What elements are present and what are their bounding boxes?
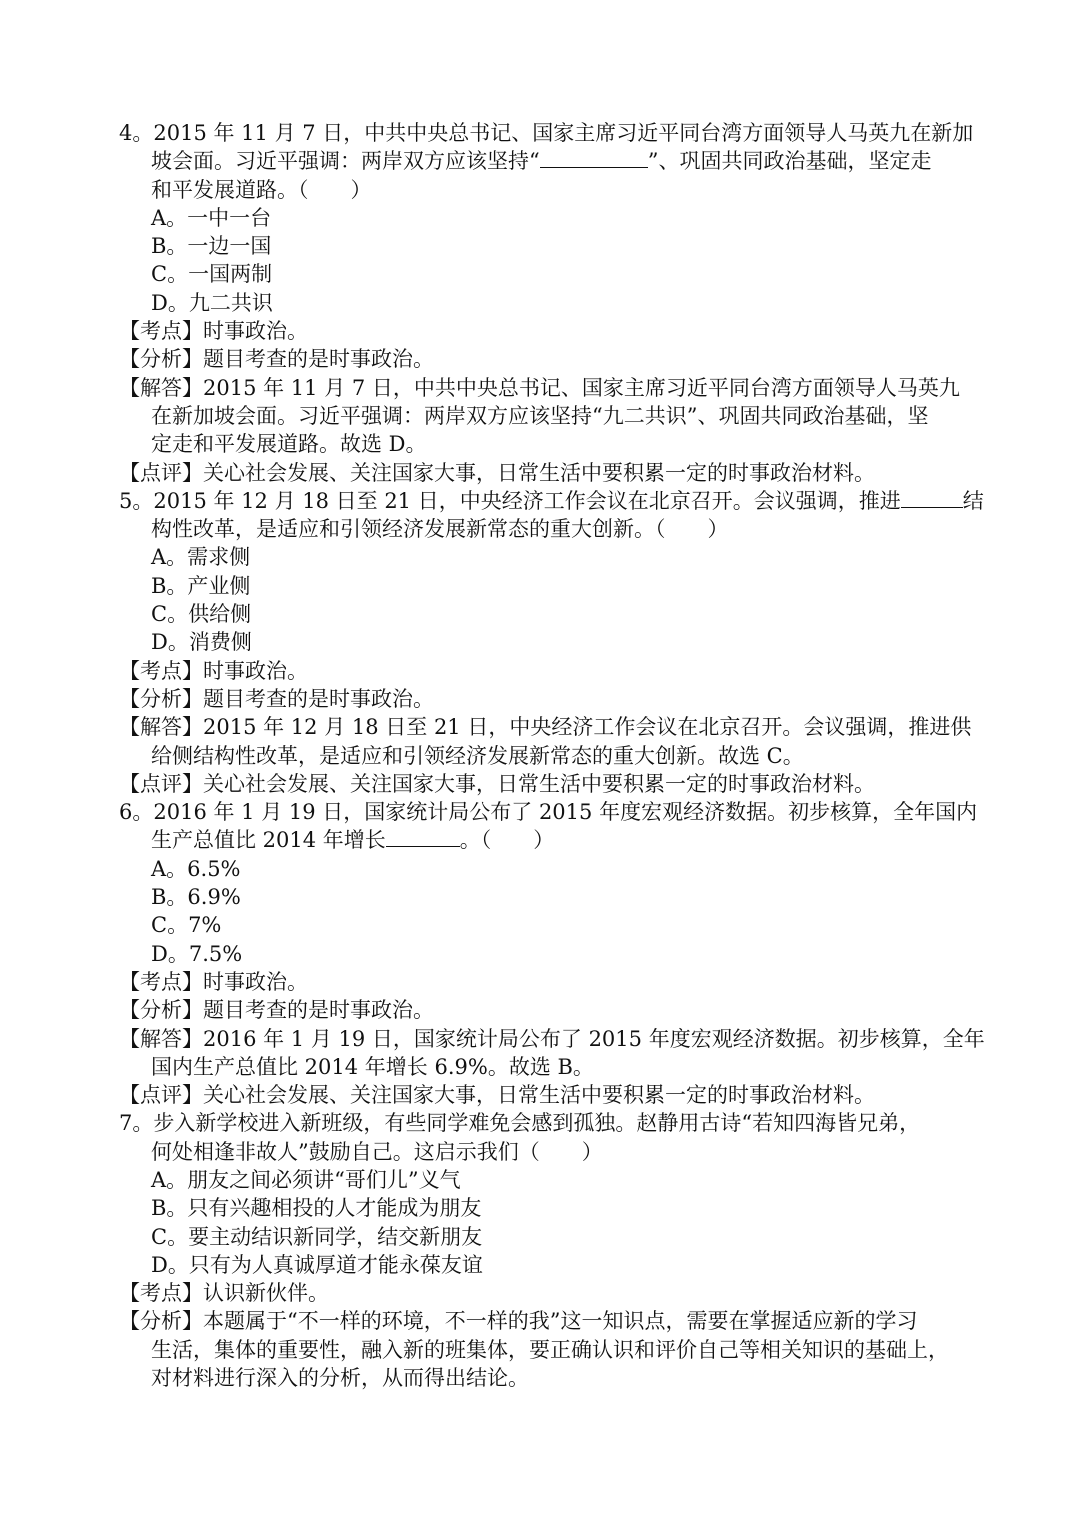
fenxi-line: 【分析】题目考查的是时事政治。 (119, 998, 434, 1023)
question-6-stem-line-1 (119, 798, 979, 826)
fenxi-line: 生活，集体的重要性，融入新的班集体，要正确认识和评价自己等相关知识的基础上， (151, 1337, 949, 1362)
question-7-stem-line-1 (119, 1109, 979, 1137)
fenxi-line: 【分析】题目考查的是时事政治。 (119, 347, 434, 372)
jieda-line: 【解答】2015 年 11 月 7 日，中共中央总书记、国家主席习近平同台湾方面领导人马英九 (119, 375, 960, 400)
question-7-stem-line-2: 何处相逢非故人”鼓励自己。这启示我们（ ） (151, 1139, 603, 1164)
question-stem-text: ”、巩固共同政治基础，坚定走 (647, 149, 932, 174)
option-c: C。7% (151, 913, 222, 938)
question-stem-text: 2016 年 1 月 19 日，国家统计局公布了 2015 年度宏观经济数据。初步核算，全年国内 (153, 800, 978, 825)
document-content (119, 119, 985, 1392)
option-a: A。一中一台 (151, 205, 272, 230)
option-c: C。一国两制 (151, 262, 273, 287)
question-number: 7。 (119, 1111, 154, 1136)
fenxi-line: 对材料进行深入的分析，从而得出结论。 (151, 1366, 529, 1391)
option-d: D。消费侧 (151, 630, 252, 655)
fenxi-line: 【分析】本题属于“不一样的环境，不一样的我”这一知识点，需要在掌握适应新的学习 (119, 1309, 918, 1334)
option-a: A。需求侧 (151, 545, 251, 570)
option-d: D。九二共识 (151, 290, 273, 315)
option-d: D。7.5% (151, 941, 243, 966)
jieda-line: 在新加坡会面。习近平强调：两岸双方应该坚持“九二共识”、巩固共同政治基础，坚 (151, 403, 929, 428)
kaodian-line: 【考点】时事政治。 (119, 319, 308, 344)
jieda-line: 【解答】2015 年 12 月 18 日至 21 日，中央经济工作会议在北京召开。会议强调，推进供 (119, 715, 972, 740)
option-c: C。要主动结识新同学，结交新朋友 (151, 1224, 483, 1249)
jieda-line: 国内生产总值比 2014 年增长 6.9%。故选 B。 (151, 1054, 594, 1079)
question-stem-text: 坡会面。习近平强调：两岸双方应该坚持“ (151, 149, 540, 174)
fill-in-blank (386, 828, 460, 847)
option-b: B。6.9% (151, 885, 241, 910)
question-number: 6。 (119, 800, 154, 825)
kaodian-line: 【考点】认识新伙伴。 (119, 1281, 329, 1306)
question-stem-text: 。（ ） (459, 828, 555, 853)
question-5-stem-line-1 (119, 487, 984, 515)
question-stem-text: 2015 年 12 月 18 日至 21 日，中央经济工作会议在北京召开。会议强调，推进 (153, 488, 901, 513)
option-a: A。朋友之间必须讲“哥们儿”义气 (151, 1167, 461, 1192)
option-c: C。供给侧 (151, 602, 252, 627)
dianping-line: 【点评】关心社会发展、关注国家大事，日常生活中要积累一定的时事政治材料。 (119, 1083, 875, 1108)
question-stem-text: 生产总值比 2014 年增长 (151, 828, 386, 853)
question-stem-text: 结 (962, 488, 984, 513)
fenxi-line: 【分析】题目考查的是时事政治。 (119, 686, 434, 711)
question-4-stem-line-3: 和平发展道路。（ ） (151, 177, 372, 202)
option-b: B。只有兴趣相投的人才能成为朋友 (151, 1196, 482, 1221)
question-number: 4。 (119, 121, 154, 145)
kaodian-line: 【考点】时事政治。 (119, 658, 308, 683)
dianping-line: 【点评】关心社会发展、关注国家大事，日常生活中要积累一定的时事政治材料。 (119, 460, 875, 485)
dianping-line: 【点评】关心社会发展、关注国家大事，日常生活中要积累一定的时事政治材料。 (119, 771, 875, 796)
question-stem-text: 2015 年 11 月 7 日，中共中央总书记、国家主席习近平同台湾方面领导人马英九在新加 (153, 121, 974, 145)
fill-in-blank (901, 489, 963, 508)
kaodian-line: 【考点】时事政治。 (119, 969, 308, 994)
option-d: D。只有为人真诚厚道才能永葆友谊 (151, 1252, 483, 1277)
question-4-stem-line-1 (119, 119, 979, 147)
question-number: 5。 (119, 488, 154, 513)
question-4-stem-line-2 (119, 147, 979, 175)
option-b: B。一边一国 (151, 234, 272, 259)
question-stem-text: 步入新学校进入新班级，有些同学难免会感到孤独。赵静用古诗“若知四海皆兄弟， (153, 1111, 921, 1136)
option-b: B。产业侧 (151, 573, 251, 598)
jieda-line: 定走和平发展道路。故选 D。 (151, 432, 427, 457)
jieda-line: 【解答】2016 年 1 月 19 日，国家统计局公布了 2015 年度宏观经济数据。初步核算，全年 (119, 1026, 985, 1051)
option-a: A。6.5% (151, 856, 241, 881)
jieda-line: 给侧结构性改革，是适应和引领经济发展新常态的重大创新。故选 C。 (151, 743, 804, 768)
question-5-stem-line-2: 构性改革，是适应和引领经济发展新常态的重大创新。（ ） (151, 517, 729, 542)
question-6-stem-line-2 (119, 826, 979, 854)
fill-in-blank (540, 149, 648, 168)
